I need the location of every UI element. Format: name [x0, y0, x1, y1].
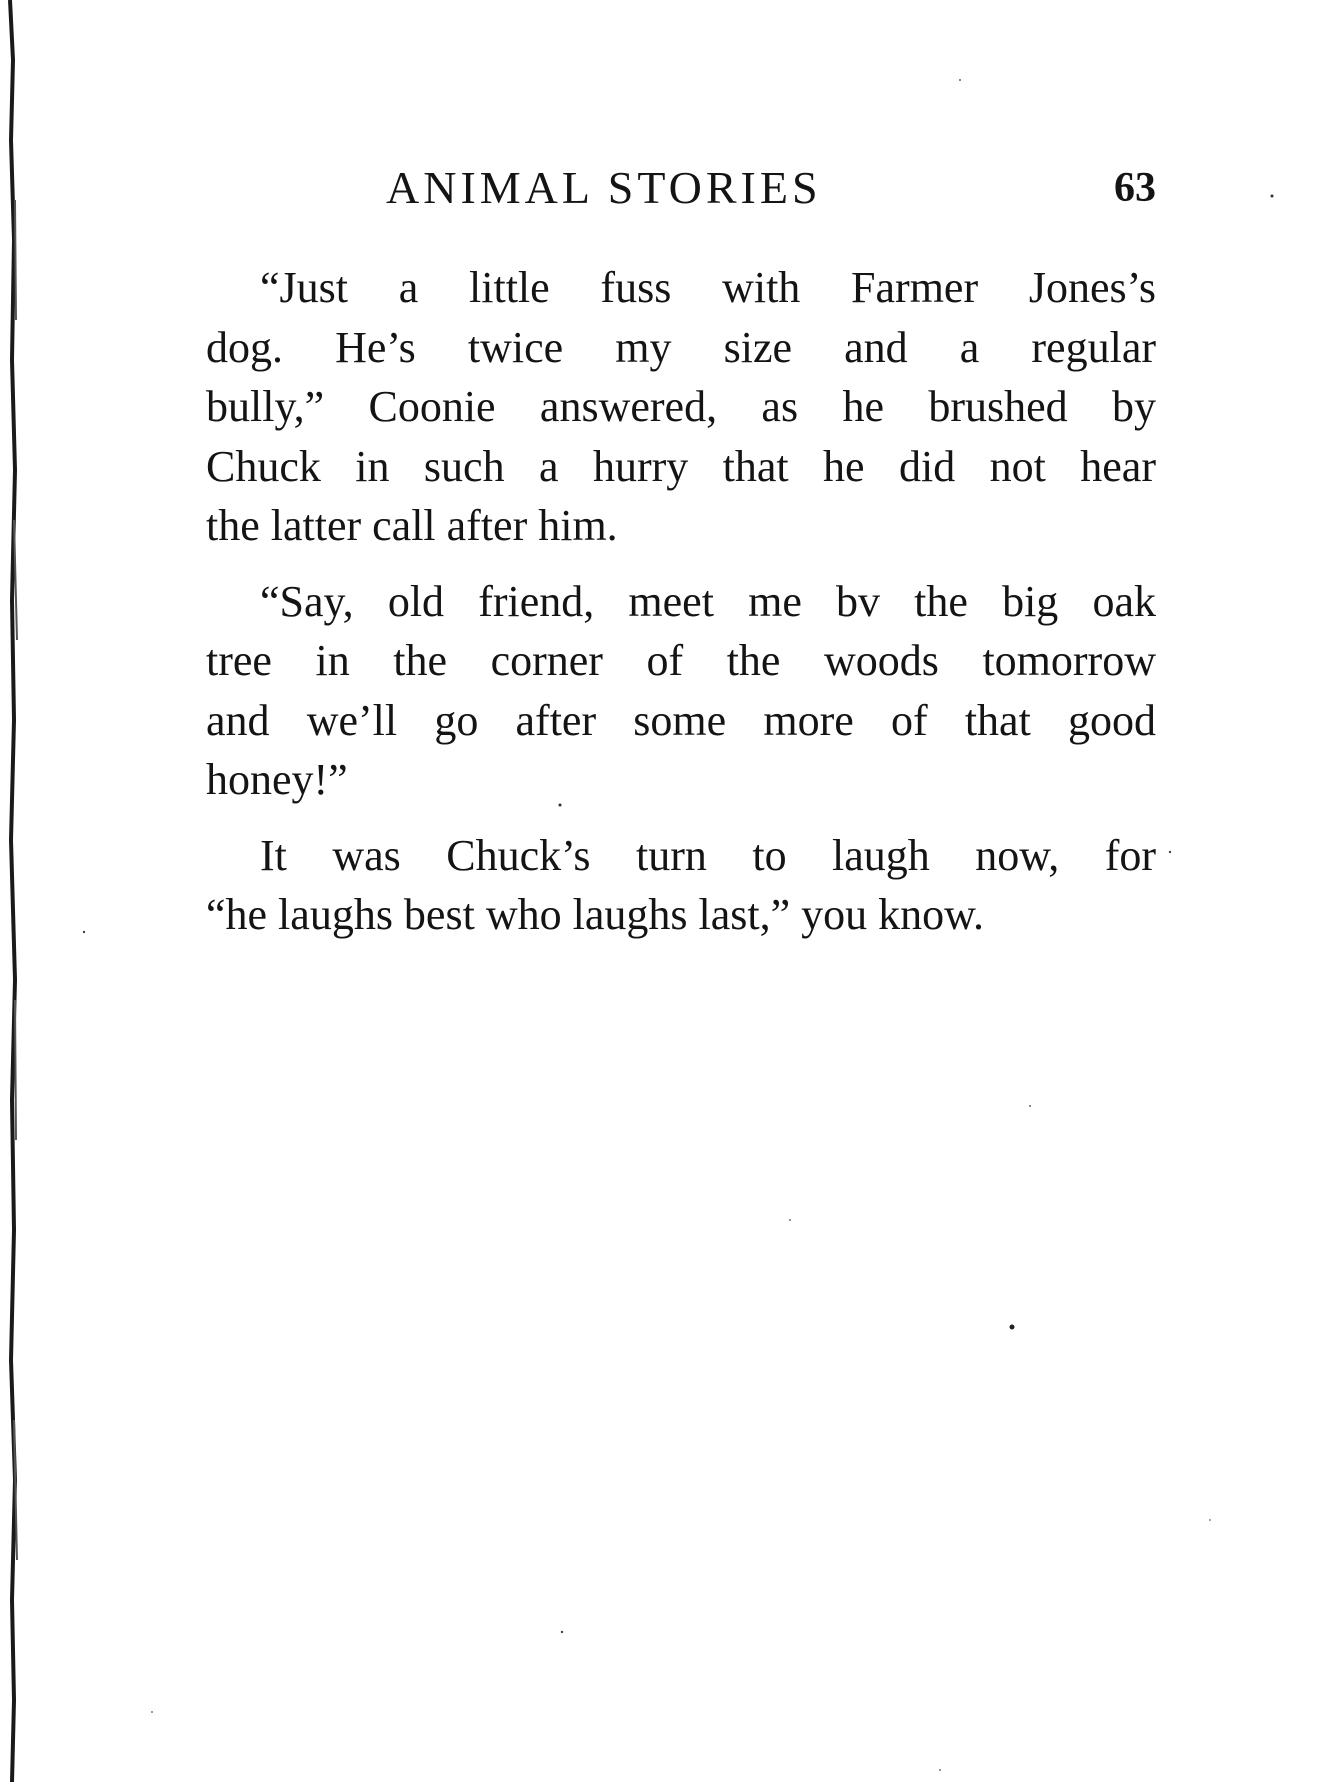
binding-edge — [6, 0, 20, 1782]
text-line: “Say, old friend, meet me bv the big oak — [260, 576, 1156, 626]
text-line: Chuck in such a hurry that he did not hear — [206, 441, 1156, 491]
paragraph-1 — [206, 258, 1156, 556]
text-line: dog. He’s twice my size and a regular — [206, 322, 1156, 372]
paragraph-2 — [206, 572, 1156, 810]
text-line: bully,” Coonie answered, as he brushed by — [206, 382, 1156, 431]
text-line: tree in the corner of the woods tomorrow — [206, 636, 1156, 685]
text-line: “Just a little fuss with Farmer Jones’s — [260, 263, 1156, 312]
running-title: ANIMAL STORIES — [386, 162, 822, 213]
body-text — [206, 258, 1156, 961]
running-head — [206, 158, 1156, 218]
text-line: and we’ll go after some more of that good — [206, 695, 1156, 745]
text-line: the latter call after him. — [206, 501, 618, 550]
text-line: “he laughs best who laughs last,” you know. — [206, 890, 985, 939]
text-line: honey!” — [206, 755, 348, 804]
text-line: It was Chuck’s turn to laugh now, for — [260, 830, 1156, 880]
paragraph-3 — [206, 826, 1156, 945]
page-number: 63 — [1114, 165, 1156, 211]
